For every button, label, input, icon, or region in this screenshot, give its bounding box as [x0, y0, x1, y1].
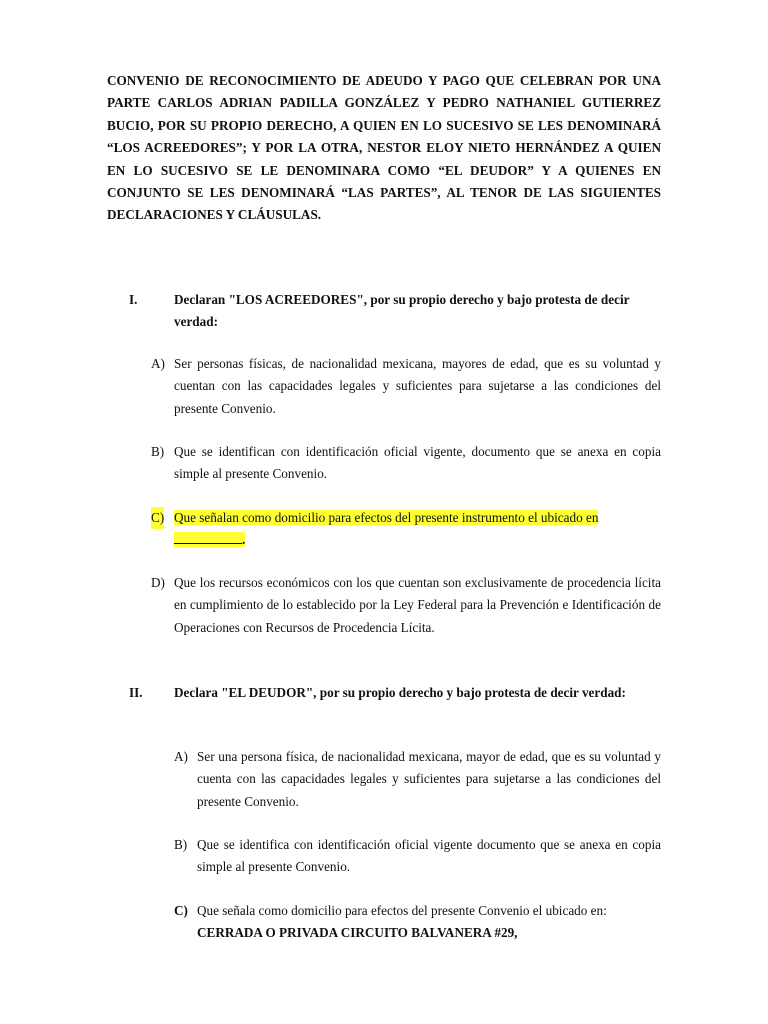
declaration-item-1b	[151, 441, 661, 486]
item-text-block	[174, 507, 661, 552]
item-text: Que los recursos económicos con los que cuentan son exclusivamente de procedencia lícita en cumplimiento de lo establecido por la Ley Federal para la Prevención e Identificación de Operaciones con Recursos de Procedencia Lícita.	[174, 575, 661, 635]
item-text: Que se identifican con identificación oficial vigente, documento que se anexa en copia simple al presente Convenio.	[174, 444, 661, 482]
address-blank	[174, 532, 245, 547]
declaration-item-2b	[174, 834, 661, 879]
blank-line	[174, 529, 242, 544]
declaration-item-2a	[174, 746, 661, 813]
section-heading-2: Declara "EL DEUDOR", por su propio derecho y bajo protesta de decir verdad:	[174, 685, 626, 700]
agreement-title: CONVENIO DE RECONOCIMIENTO DE ADEUDO Y PAGO QUE CELEBRAN POR UNA PARTE CARLOS ADRIAN PADILLA GONZÁLEZ Y PEDRO NATHANIEL GUTIERREZ BUCIO, POR SU PROPIO DERECHO, A QUIEN EN LO SUCESIVO SE LES DENOMINARÁ “LOS ACREEDORES”; Y POR LA OTRA, NESTOR ELOY NIETO HERNÁNDEZ A QUIEN EN LO SUCESIVO SE LE DENOMINARA COMO “EL DEUDOR” Y A QUIENES EN CONJUNTO SE LES DENOMINARÁ “LAS PARTES”, AL TENOR DE LAS SIGUIENTES DECLARACIONES Y CLÁUSULAS.	[107, 73, 661, 223]
item-text: Que se identifica con identificación oficial vigente documento que se anexa en copia simple al presente Convenio.	[197, 837, 661, 875]
declaration-item-1c	[151, 507, 661, 552]
item-letter: B)	[174, 837, 188, 852]
section-numeral-2: II.	[129, 685, 143, 700]
section-heading-1: Declaran "LOS ACREEDORES", por su propio derecho y bajo protesta de decir verdad:	[174, 292, 630, 330]
item-letter: B)	[151, 444, 165, 459]
item-text: Ser personas físicas, de nacionalidad mexicana, mayores de edad, que es su voluntad y cuentan con las capacidades legales y suficientes para sujetarse a las condiciones del presente Convenio.	[174, 356, 661, 416]
item-text: Ser una persona física, de nacionalidad mexicana, mayor de edad, que es su voluntad y cuenta con las capacidades legales y suficientes para sujetarse a las condiciones del presente Convenio.	[197, 749, 661, 809]
item-letter: A)	[151, 356, 165, 371]
item-end: .	[242, 532, 246, 548]
item-letter: C)	[174, 903, 188, 918]
item-text: Que señalan como domicilio para efectos del presente instrumento el ubicado en	[174, 510, 599, 525]
item-letter: C)	[151, 507, 164, 529]
declaration-item-2c	[174, 900, 661, 945]
item-letter: D)	[151, 575, 165, 590]
declaration-item-1a	[151, 353, 661, 420]
section-numeral-1: I.	[129, 292, 138, 307]
declaration-item-1d	[151, 572, 661, 639]
item-text: Que señala como domicilio para efectos del presente Convenio el ubicado en:	[197, 903, 607, 918]
item-letter: A)	[174, 749, 188, 764]
item-text-block	[197, 900, 661, 945]
debtor-address: CERRADA O PRIVADA CIRCUITO BALVANERA #29,	[197, 925, 518, 941]
